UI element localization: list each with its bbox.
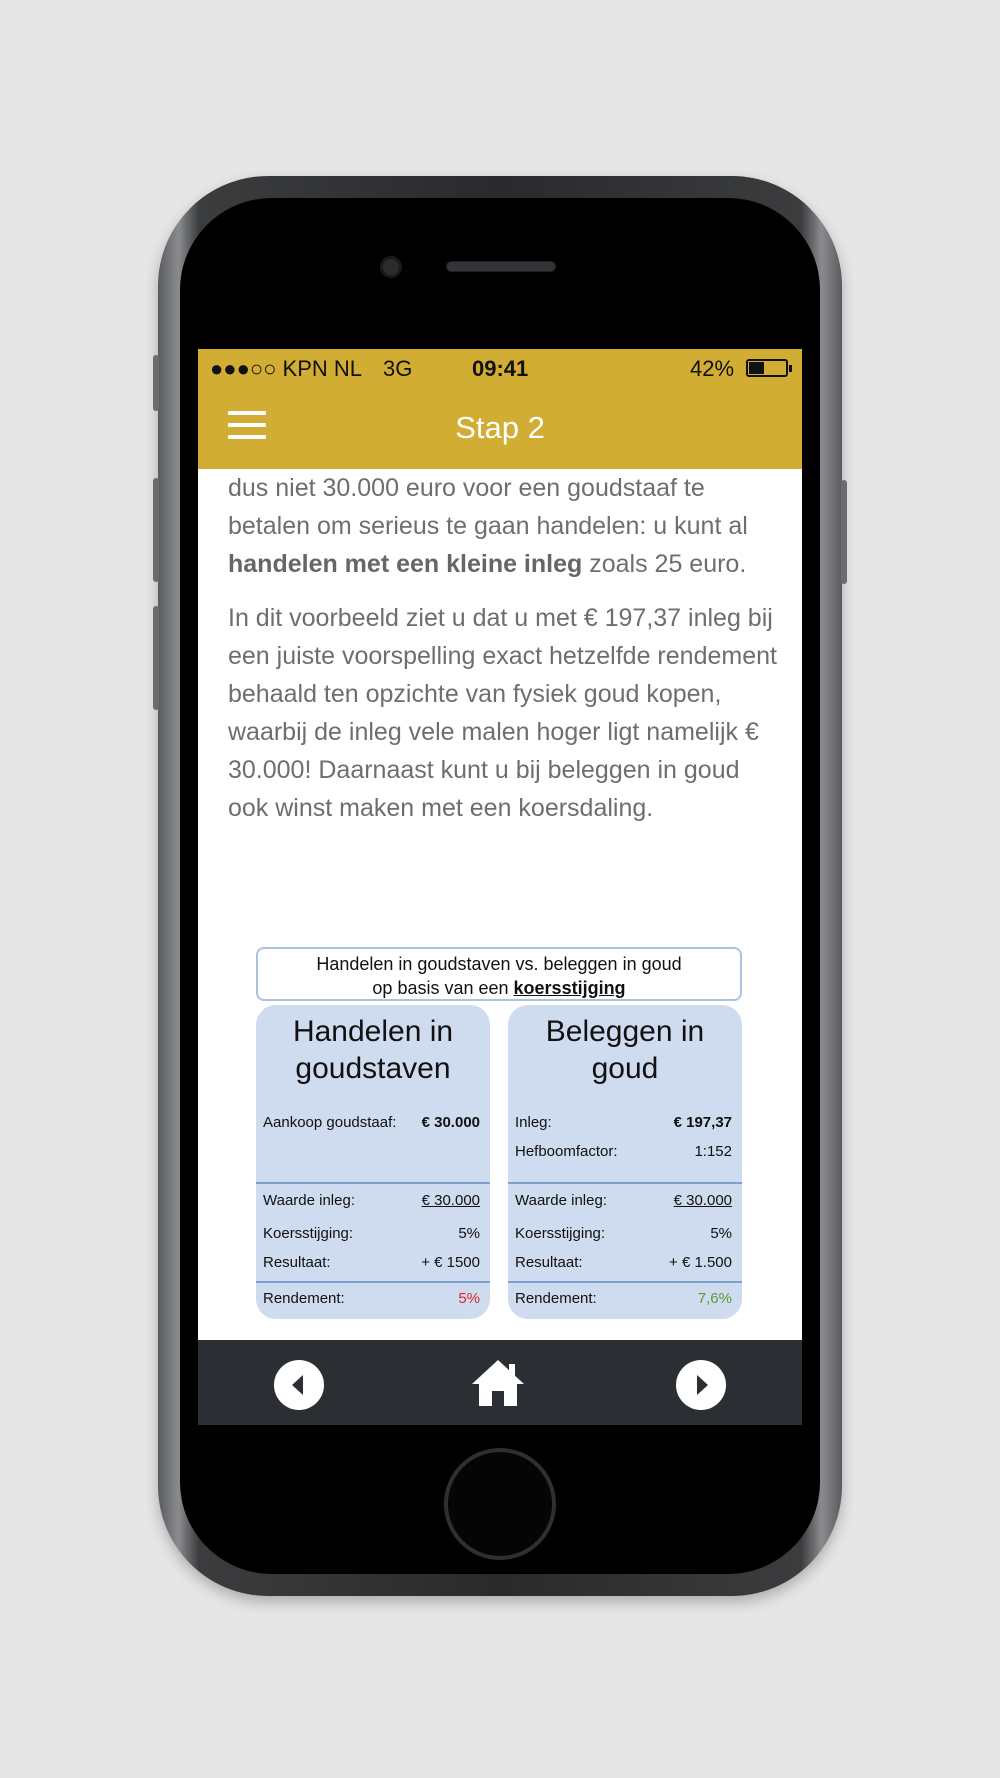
power-button	[841, 480, 847, 584]
front-camera	[380, 256, 402, 278]
result-value: + € 1.500	[669, 1254, 732, 1271]
return-label: Rendement:	[515, 1290, 597, 1307]
card-beleggen	[508, 1005, 742, 1319]
paragraph-2: In dit voorbeeld ziet u dat u met € 197,37 inleg bij een juiste voorspelling exact hetzelfde rendement behaald ten opzichte van fysiek goud kopen, waarbij de inleg vele malen hoger ligt namelijk € 30.000! Daarnaast kunt u bij beleggen in goud ook winst maken met een koersdaling.	[228, 604, 777, 822]
return-row	[263, 1290, 480, 1312]
leverage-value: 1:152	[694, 1143, 732, 1160]
card-divider	[256, 1182, 490, 1184]
card-divider	[508, 1182, 742, 1184]
rise-row	[263, 1225, 480, 1247]
card-beleggen-title-line-2: goud	[591, 1052, 659, 1085]
page-title: Stap 2	[455, 410, 545, 445]
result-label: Resultaat:	[515, 1254, 583, 1271]
stake-label: Inleg:	[515, 1114, 552, 1131]
purchase-value: € 30.000	[421, 1114, 480, 1131]
infographic-title	[256, 947, 742, 1001]
paragraph-1	[228, 469, 778, 583]
status-bar	[198, 349, 802, 387]
card-beleggen-title	[508, 1013, 742, 1087]
value-label: Waarde inleg:	[263, 1192, 355, 1209]
battery-percent: 42%	[690, 356, 735, 381]
rise-label: Koersstijging:	[515, 1225, 606, 1242]
return-row	[515, 1290, 732, 1312]
result-row	[515, 1254, 732, 1276]
card-divider	[508, 1281, 742, 1283]
return-value: 7,6%	[697, 1290, 732, 1307]
purchase-label: Aankoop goudstaaf:	[263, 1114, 397, 1131]
value-row	[515, 1192, 732, 1214]
card-divider	[256, 1281, 490, 1283]
infographic-title-emphasis: koersstijging	[513, 978, 626, 998]
value-row	[263, 1192, 480, 1214]
infographic-title-line-2	[258, 976, 740, 1000]
carrier-signal: ●●●○○ KPN NL	[210, 356, 363, 381]
earpiece-speaker	[446, 261, 556, 272]
paragraph-1-text: dus niet 30.000 euro voor een goudstaaf te betalen om serieus te gaan handelen: u kunt al	[228, 474, 748, 540]
value-label: Waarde inleg:	[515, 1192, 607, 1209]
arrow-right-circle-icon[interactable]	[676, 1360, 726, 1410]
nav-bar	[198, 387, 802, 469]
stake-value: € 197,37	[673, 1114, 732, 1131]
card-goudstaven-title	[256, 1013, 490, 1087]
bottom-nav-bar	[198, 1340, 802, 1425]
infographic-title-line-1: Handelen in goudstaven vs. beleggen in goud	[316, 954, 682, 974]
home-icon[interactable]	[470, 1358, 526, 1408]
clock: 09:41	[472, 356, 529, 381]
card-goudstaven	[256, 1005, 490, 1319]
paragraph-1-emphasis: handelen met een kleine inleg	[228, 550, 583, 578]
rise-row	[515, 1225, 732, 1247]
return-label: Rendement:	[263, 1290, 345, 1307]
value-value: € 30.000	[673, 1192, 732, 1209]
card-goudstaven-title-line-1: Handelen in	[292, 1015, 454, 1048]
leverage-row	[515, 1143, 732, 1165]
home-button[interactable]	[444, 1448, 556, 1560]
result-row	[263, 1254, 480, 1276]
infographic-title-prefix: op basis van een	[372, 978, 514, 998]
card-goudstaven-title-line-2: goudstaven	[295, 1052, 451, 1085]
result-label: Resultaat:	[263, 1254, 331, 1271]
rise-value: 5%	[458, 1225, 480, 1242]
return-value: 5%	[458, 1290, 480, 1307]
result-value: + € 1500	[421, 1254, 480, 1271]
mute-switch	[153, 355, 159, 411]
comparison-infographic	[256, 947, 742, 1319]
rise-value: 5%	[710, 1225, 732, 1242]
value-value: € 30.000	[421, 1192, 480, 1209]
volume-up-button	[153, 478, 159, 582]
app-screen	[198, 349, 802, 1425]
article-body	[228, 469, 778, 843]
battery-icon	[746, 359, 788, 377]
paragraph-1-end: zoals 25 euro.	[582, 550, 747, 578]
network-type: 3G	[383, 356, 413, 381]
card-beleggen-title-line-1: Beleggen in	[545, 1015, 705, 1048]
arrow-left-circle-icon[interactable]	[274, 1360, 324, 1410]
volume-down-button	[153, 606, 159, 710]
rise-label: Koersstijging:	[263, 1225, 354, 1242]
stake-row	[515, 1114, 732, 1136]
purchase-row	[263, 1114, 480, 1136]
leverage-label: Hefboomfactor:	[515, 1143, 618, 1160]
